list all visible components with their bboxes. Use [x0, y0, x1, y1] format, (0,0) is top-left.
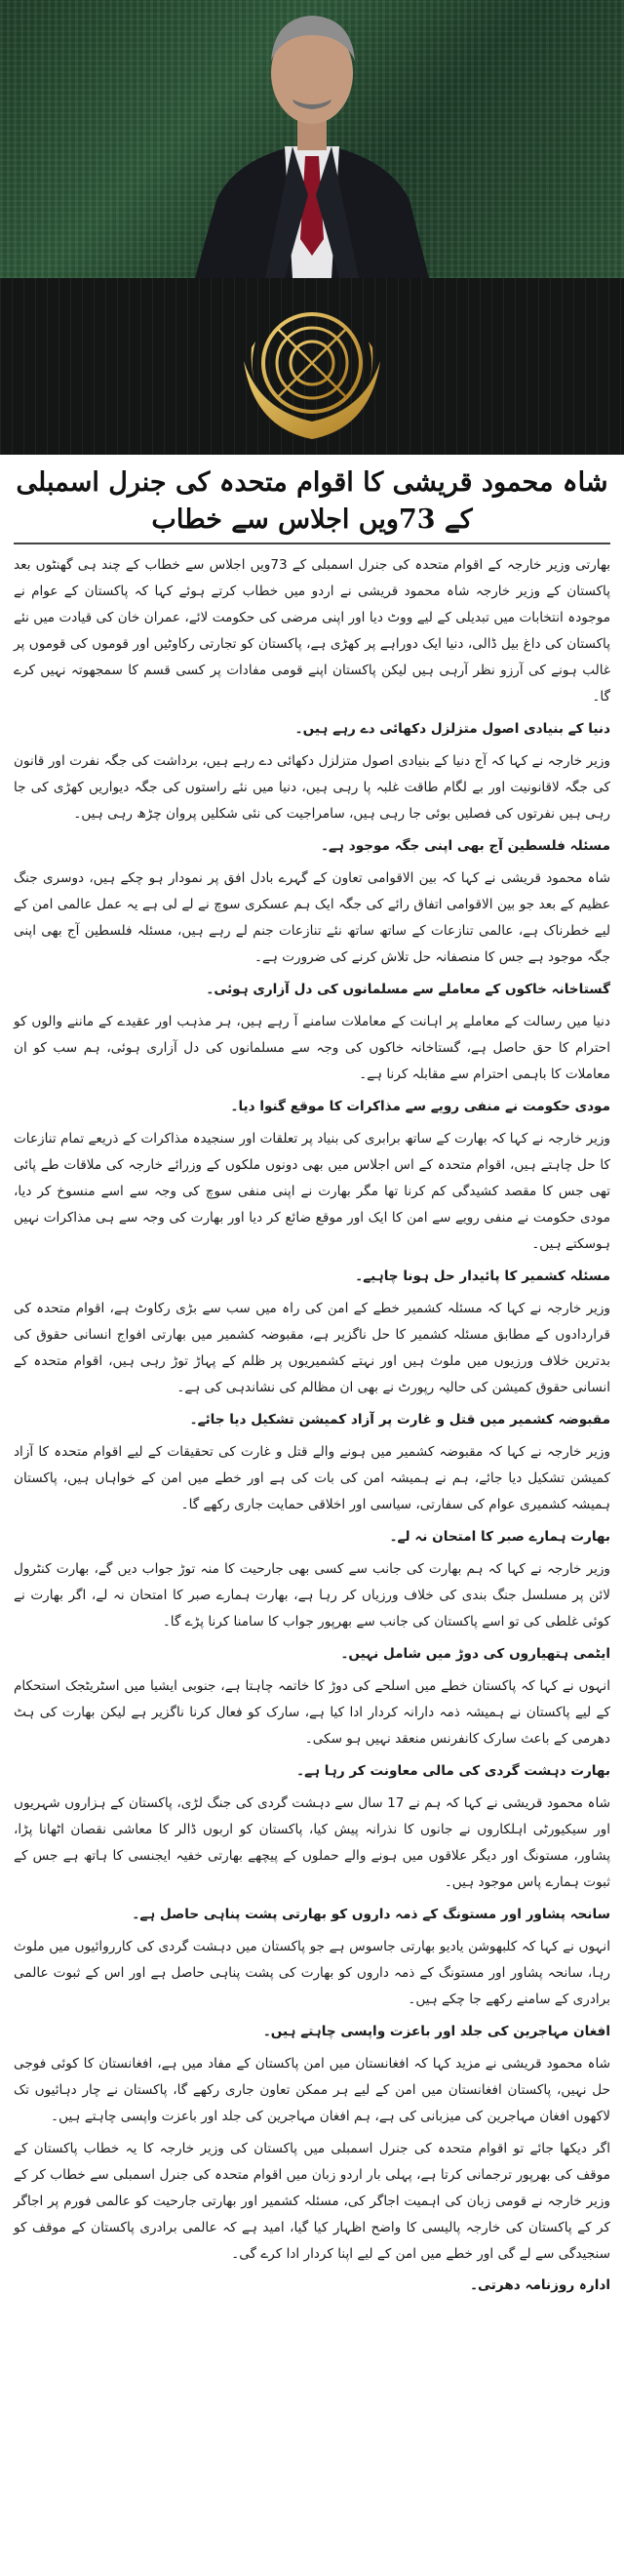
article-body: [0, 552, 624, 2268]
article-paragraph: شاہ محمود قریشی نے کہا کہ ہم نے 17 سال سے دہشت گردی کی جنگ لڑی، پاکستان کے ہزاروں شہریوں اور سیکیورٹی اہلکاروں نے جانوں کا نذرانہ پیش کیا، پاکستان کو اربوں ڈالر کا معاشی نقصان اٹھانا پڑا، پشاور، مستونگ اور دیگر علاقوں میں ہونے والے حملوں کے پیچھے بھارتی خفیہ ایجنسی کا ہاتھ ہے جس کے ثبوت ہمارے پاس موجود ہیں۔: [14, 1794, 610, 1890]
article-subheading: دنیا کے بنیادی اصول متزلزل دکھائی دے رہے ہیں۔: [294, 720, 610, 737]
article-paragraph: بھارتی وزیر خارجہ کے اقوام متحدہ کی جنرل اسمبلی کے 73ویں اجلاس سے خطاب کے چند ہی گھنٹوں بعد پاکستان کے وزیر خارجہ شاہ محمود قریشی نے اردو میں خطاب کرتے ہوئے کہا کہ پاکستان کے عوام نے موجودہ انتخابات میں تبدیلی کے لیے ووٹ دیا اور اپنی مرضی کی حکومت لائے، عمران خان کی قیادت میں نئے پاکستان کی داغ بیل ڈالی، دنیا ایک دوراہے پر کھڑی ہے، پاکستان کو تجارتی رکاوٹیں اور قوموں کی قوموں پر غالب ہونے کی آرزو نظر آرہی ہیں لیکن پاکستان اپنے قومی مفادات پر کسی قسم کا سمجھوتہ نہیں کرے گا۔: [14, 556, 610, 704]
article-paragraph: انہوں نے کہا کہ کلبھوشن یادیو بھارتی جاسوس ہے جو پاکستان میں دہشت گردی کی کارروائیوں میں ملوث رہا، سانحہ پشاور اور مستونگ کے ذمہ داروں کو بھارت کی پشت پناہی حاصل ہے اور اس کے ثبوت عالمی برادری کے سامنے رکھے جا چکے ہیں۔: [14, 1938, 610, 2007]
article-subheading: بھارت ہمارے صبر کا امتحان نہ لے۔: [389, 1528, 610, 1545]
article-paragraph: وزیر خارجہ نے کہا کہ مسئلہ کشمیر خطے کے امن کی راہ میں سب سے بڑی رکاوٹ ہے، اقوام متحدہ کی قراردادوں کے مطابق مسئلہ کشمیر کا حل ناگزیر ہے، مقبوضہ کشمیر میں بھارتی افواج انسانی حقوق کی بدترین خلاف ورزیوں میں ملوث ہیں اور نہتے کشمیریوں پر ظلم کے پہاڑ توڑ رہی ہیں، اقوام متحدہ کے انسانی حقوق کمیشن کی حالیہ رپورٹ نے بھی ان مظالم کی نشاندہی کی ہے۔: [14, 1300, 610, 1395]
header-photo: [0, 0, 624, 455]
article-subheading: گستاخانہ خاکوں کے معاملے سے مسلمانوں کی دل آزاری ہوئی۔: [206, 981, 610, 997]
article-subheading: سانحہ پشاور اور مستونگ کے ذمہ داروں کو بھارتی پشت پناہی حاصل ہے۔: [132, 1906, 610, 1922]
article-paragraph: وزیر خارجہ نے کہا کہ بھارت کے ساتھ برابری کی بنیاد پر تعلقات اور سنجیدہ مذاکرات کے ذریعے تمام تنازعات کا حل چاہتے ہیں، اقوام متحدہ کے اس اجلاس میں بھی دونوں ملکوں کے وزرائے خارجہ کی ملاقات طے پائی تھی جس کا مقصد کشیدگی کم کرنا تھا مگر بھارت نے اپنی منفی سوچ کی وجہ سے اسے منسوخ کر دیا، مودی حکومت نے منفی رویے سے امن کا ایک اور موقع ضائع کر دیا اور بھارت کی وجہ سے ہی مذاکرات نہیں ہوسکتے ہیں۔: [14, 1130, 610, 1252]
article-subheading: مسئلہ فلسطین آج بھی اپنی جگہ موجود ہے۔: [321, 837, 610, 854]
headline-block: [0, 455, 624, 543]
article-paragraph: شاہ محمود قریشی نے کہا کہ بین الاقوامی تعاون کے گہرے بادل افق پر نمودار ہو چکے ہیں، دوسری جنگ عظیم کے بعد جو بین الاقوامی اتفاق رائے کی جگہ ایک ہم عسکری سوچ نے لے لی ہے یہ عمل عالمی امن کے لیے خطرناک ہے، عالمی تنازعات کے ساتھ ساتھ نئے تنازعات جنم لے رہے ہیں، مسئلہ فلسطین آج بھی اپنی جگہ موجود ہے جس کا منصفانہ حل تلاش کرنے کی ضرورت ہے۔: [14, 869, 610, 965]
article-paragraph: انہوں نے کہا کہ پاکستان خطے میں اسلحے کی دوڑ کا خاتمہ چاہتا ہے، جنوبی ایشیا میں اسٹریٹجک استحکام کے لیے پاکستان نے ہمیشہ ذمہ دارانہ کردار ادا کیا ہے، سارک کو فعال کرنا ناگزیر ہے لیکن بھارت کی ہٹ دھرمی کے باعث سارک کانفرنس منعقد نہیں ہو سکی۔: [14, 1677, 610, 1747]
article-paragraph: وزیر خارجہ نے کہا کہ ہم بھارت کی جانب سے کسی بھی جارحیت کا منہ توڑ جواب دیں گے، بھارت کنٹرول لائن پر مسلسل جنگ بندی کی خلاف ورزیاں کر رہا ہے، بھارت ہمارے صبر کا امتحان نہ لے، اگر بھارت نے کوئی غلطی کی تو اسے پاکستان کی جانب سے بھرپور جواب کا سامنا کرنا پڑے گا۔: [14, 1560, 610, 1630]
article-paragraph: اگر دیکھا جائے تو اقوام متحدہ کی جنرل اسمبلی میں پاکستان کی وزیر خارجہ کا یہ خطاب پاکستان کے موقف کی بھرپور ترجمانی کرتا ہے، پہلی بار اردو زبان میں اقوام متحدہ کی جنرل اسمبلی سے خطاب کر کے وزیر خارجہ نے قومی زبان کی اہمیت اجاگر کی، مسئلہ کشمیر اور بھارتی جارحیت کو عالمی فورم پر اجاگر کر کے پاکستان کی خارجہ پالیسی کا واضح اظہار کیا گیا، امید ہے کہ عالمی برادری پاکستان کے موقف کو سنجیدگی سے لے گی اور خطے میں امن کے لیے اپنا کردار ادا کرے گی۔: [14, 2140, 610, 2262]
article-paragraph: وزیر خارجہ نے کہا کہ آج دنیا کے بنیادی اصول متزلزل دکھائی دے رہے ہیں، برداشت کی جگہ نفرت اور قانون کی جگہ لاقانونیت اور بے لگام طاقت غلبہ پا رہی ہیں، دنیا میں نئے راستوں کی جگہ دیواریں کھڑی کی جا رہی ہیں نفرتوں کی فصلیں بوئی جا رہی ہیں، سامراجیت کی نئی شکلیں پروان چڑھ رہی ہیں۔: [14, 752, 610, 822]
article-subheading: ایٹمی ہتھیاروں کی دوڑ میں شامل نہیں۔: [340, 1645, 610, 1662]
article-subheading: بھارت دہشت گردی کی مالی معاونت کر رہا ہے۔: [296, 1762, 610, 1779]
article-subheading: مودی حکومت نے منفی رویے سے مذاکرات کا موقع گنوا دیا۔: [230, 1098, 610, 1114]
article-paragraph: شاہ محمود قریشی نے مزید کہا کہ افغانستان میں امن پاکستان کے مفاد میں ہے، افغانستان کا کوئی فوجی حل نہیں، پاکستان افغانستان میں امن کے لیے ہر ممکن تعاون جاری رکھے گا، پاکستان نے چار دہائیوں تک لاکھوں افغان مہاجرین کی میزبانی کی ہے، ہم افغان مہاجرین کی جلد اور باعزت واپسی چاہتے ہیں۔: [14, 2055, 610, 2124]
article-subheading: مقبوضہ کشمیر میں قتل و غارت پر آزاد کمیشن تشکیل دیا جائے۔: [189, 1411, 610, 1428]
un-emblem-icon: [226, 293, 398, 449]
headline: شاہ محمود قریشی کا اقوام متحدہ کی جنرل اسمبلی کے 73ویں اجلاس سے خطاب: [16, 467, 608, 535]
article-paragraph: وزیر خارجہ نے کہا کہ مقبوضہ کشمیر میں ہونے والے قتل و غارت کی تحقیقات کے لیے اقوام متحدہ کا آزاد کمیشن تشکیل دیا جائے، ہم نے ہمیشہ امن کی بات کی ہے اور خطے میں امن کے خواہاں ہیں، پاکستان ہمیشہ کشمیری عوام کی سفارتی، سیاسی اور اخلاقی حمایت جاری رکھے گا۔: [14, 1443, 610, 1512]
headline-divider: [14, 543, 610, 544]
footer-credit: ادارہ روزنامہ دھرتی۔: [470, 2276, 610, 2293]
speaker-figure: [0, 0, 624, 278]
article-paragraph: دنیا میں رسالت کے معاملے پر اہانت کے معاملات سامنے آ رہے ہیں، ہر مذہب اور عقیدے کے ماننے والوں کو احترام کا حق حاصل ہے، گستاخانہ خاکوں کی وجہ سے مسلمانوں کی دل آزاری ہوئی، ہم سب کو ان معاملات کا باہمی احترام سے مقابلہ کرنا ہے۔: [14, 1013, 610, 1082]
article-subheading: مسئلہ کشمیر کا پائیدار حل ہونا چاہیے۔: [355, 1268, 610, 1284]
article-subheading: افغان مہاجرین کی جلد اور باعزت واپسی چاہتے ہیں۔: [262, 2023, 610, 2039]
